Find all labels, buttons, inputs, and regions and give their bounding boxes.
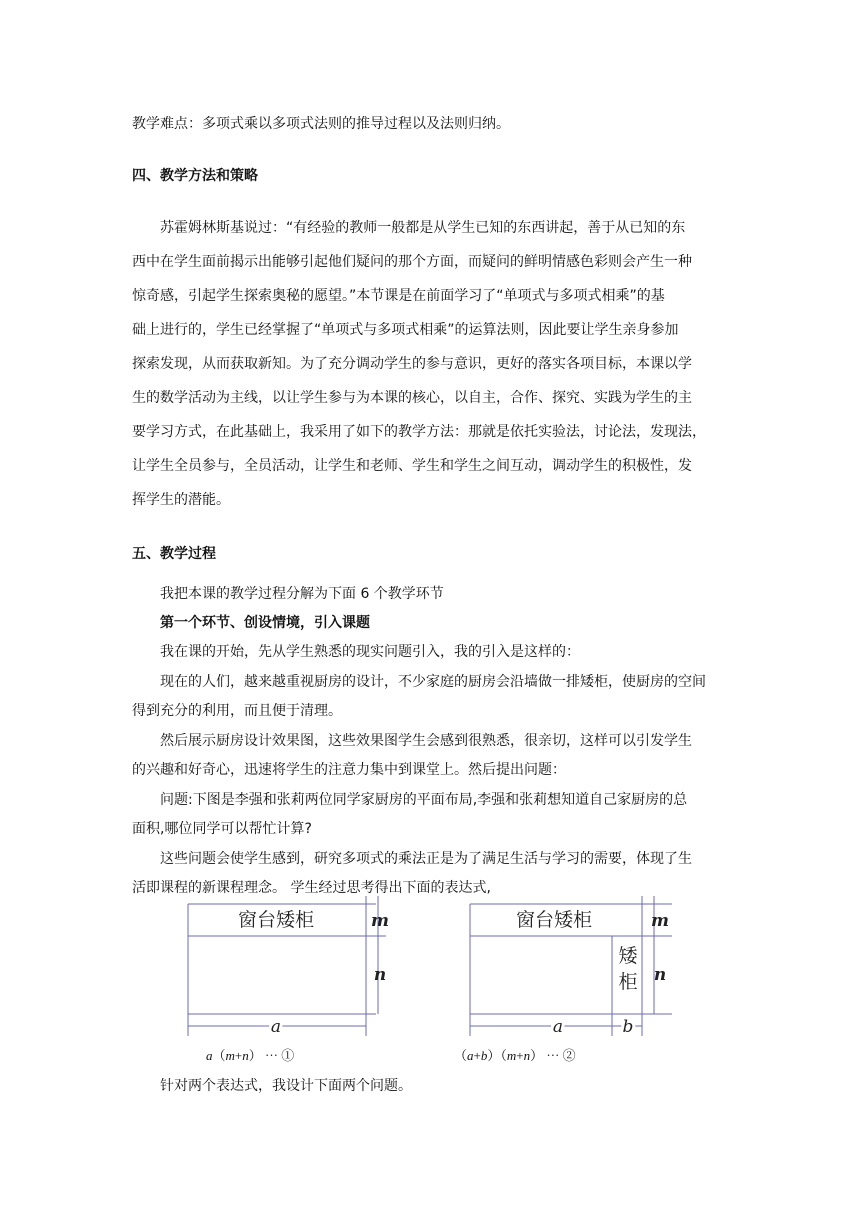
section4-heading: 四、教学方法和策略 <box>132 168 258 184</box>
section4-line-9: 挥学生的潜能。 <box>132 492 230 508</box>
section4-line-4: 础上进行的，学生已经掌握了“单项式与多项式相乘”的运算法则，因此要让学生亲身参加 <box>132 322 679 338</box>
paragraph-3-line-1: 然后展示厨房设计效果图，这些效果图学生会感到很熟悉，很亲切，这样可以引发学生 <box>160 733 692 749</box>
paragraph-1: 我在课的开始，先从学生熟悉的现实问题引入，我的引入是这样的： <box>160 644 580 660</box>
fig2-caption-m: m <box>506 1048 517 1063</box>
fig2-side-label-2: 柜 <box>618 971 638 993</box>
paragraph-4-line-1: 问题:下图是李强和张莉两位同学家厨房的平面布局,李强和张莉想知道自己家厨房的总 <box>160 792 688 808</box>
fig1-caption-a: a <box>206 1048 213 1063</box>
fig2-caption-dots: ⋯ <box>546 1048 560 1063</box>
fig1-n-label: n <box>373 965 387 985</box>
fig1-caption-num: ① <box>281 1048 295 1063</box>
fig1-caption-n: n <box>242 1048 249 1063</box>
fig2-b-label: b <box>622 1017 634 1037</box>
paragraph-5-line-1: 这些问题会使学生感到，研究多项式的乘法正是为了满足生活与学习的需要，体现了生 <box>160 851 692 867</box>
paragraph-3-line-2: 的兴趣和好奇心，迅速将学生的注意力集中到课堂上。然后提出问题： <box>132 762 566 778</box>
fig2-caption-p3: （ <box>500 1048 507 1063</box>
fig2-a-label: a <box>552 1017 564 1037</box>
paragraph-5-line-2: 活即课程的新课程理念。 学生经过思考得出下面的表达式, <box>132 880 491 896</box>
fig2-top-label: 窗台矮柜 <box>515 909 593 931</box>
section4-line-7: 要学习方式，在此基础上，我采用了如下的教学方法：那就是依托实验法，讨论法，发现法， <box>132 424 706 440</box>
fig2-caption-p1: （ <box>454 1048 468 1063</box>
difficulty-text: 教学难点：多项式乘以多项式法则的推导过程以及法则归纳。 <box>132 116 510 132</box>
fig1-caption-dots: ⋯ <box>265 1048 279 1063</box>
fig1-caption <box>206 1048 294 1064</box>
fig1-top-label: 窗台矮柜 <box>237 909 315 931</box>
fig2-side-label-1: 矮 <box>618 945 638 967</box>
fig1-caption-plus: + <box>234 1048 243 1063</box>
fig2-caption-plus2: + <box>516 1048 524 1063</box>
paragraph-2-line-1: 现在的人们，越来越重视厨房的设计，不少家庭的厨房会沿墙做一排矮柜，使厨房的空间 <box>160 674 706 690</box>
fig1-caption-m: m <box>225 1048 235 1063</box>
fig1-a-label: a <box>270 1017 282 1037</box>
section4-line-8: 让学生全员参与，全员活动，让学生和老师、学生和学生之间互动，调动学生的积极性，发 <box>132 458 692 474</box>
final-line: 针对两个表达式，我设计下面两个问题。 <box>160 1078 412 1094</box>
section4-line-1: 苏霍姆林斯基说过：“有经验的教师一般都是从学生已知的东西讲起，善于从已知的东 <box>160 220 686 236</box>
fig2-caption-p4: ） <box>530 1048 544 1063</box>
section5-heading: 五、教学过程 <box>132 546 216 562</box>
step1-title: 第一个环节、创设情境，引入课题 <box>160 615 370 631</box>
section4-line-3: 惊奇感，引起学生探索奥秘的愿望。”本节课是在前面学习了“单项式与多项式相乘”的基 <box>132 288 665 304</box>
section4-line-5: 探索发现，从而获取新知。为了充分调动学生的参与意识，更好的落实各项目标，本课以学 <box>132 356 692 372</box>
fig1-m-label: m <box>371 911 389 931</box>
fig2-n-label: n <box>653 965 667 985</box>
fig1-caption-open: （ <box>212 1048 226 1063</box>
fig2-caption-num: ② <box>562 1048 576 1063</box>
section4-line-2: 西中在学生面前揭示出能够引起他们疑问的那个方面，而疑问的鲜明情感色彩则会产生一种 <box>132 254 692 270</box>
section4-line-6: 生的数学活动为主线，以让学生参与为本课的核心，以自主，合作、探究、实践为学生的主 <box>132 390 692 406</box>
section5-intro: 我把本课的教学过程分解为下面 6 个教学环节 <box>160 586 444 602</box>
kitchen-layout-figure-1 <box>180 896 400 1044</box>
fig2-caption-n: n <box>523 1048 531 1063</box>
fig2-caption-plus1: + <box>473 1048 481 1063</box>
fig2-caption-a: a <box>467 1048 474 1063</box>
fig2-m-label: m <box>651 911 669 931</box>
fig2-caption-b: b <box>480 1048 488 1063</box>
kitchen-layout-figure-2 <box>462 896 682 1044</box>
paragraph-4-line-2: 面积,哪位同学可以帮忙计算? <box>132 821 312 837</box>
fig2-caption <box>454 1048 576 1064</box>
fig1-caption-close: ） <box>248 1048 262 1063</box>
fig2-caption-p2: ） <box>487 1048 501 1063</box>
paragraph-2-line-2: 得到充分的利用，而且便于清理。 <box>132 703 342 719</box>
